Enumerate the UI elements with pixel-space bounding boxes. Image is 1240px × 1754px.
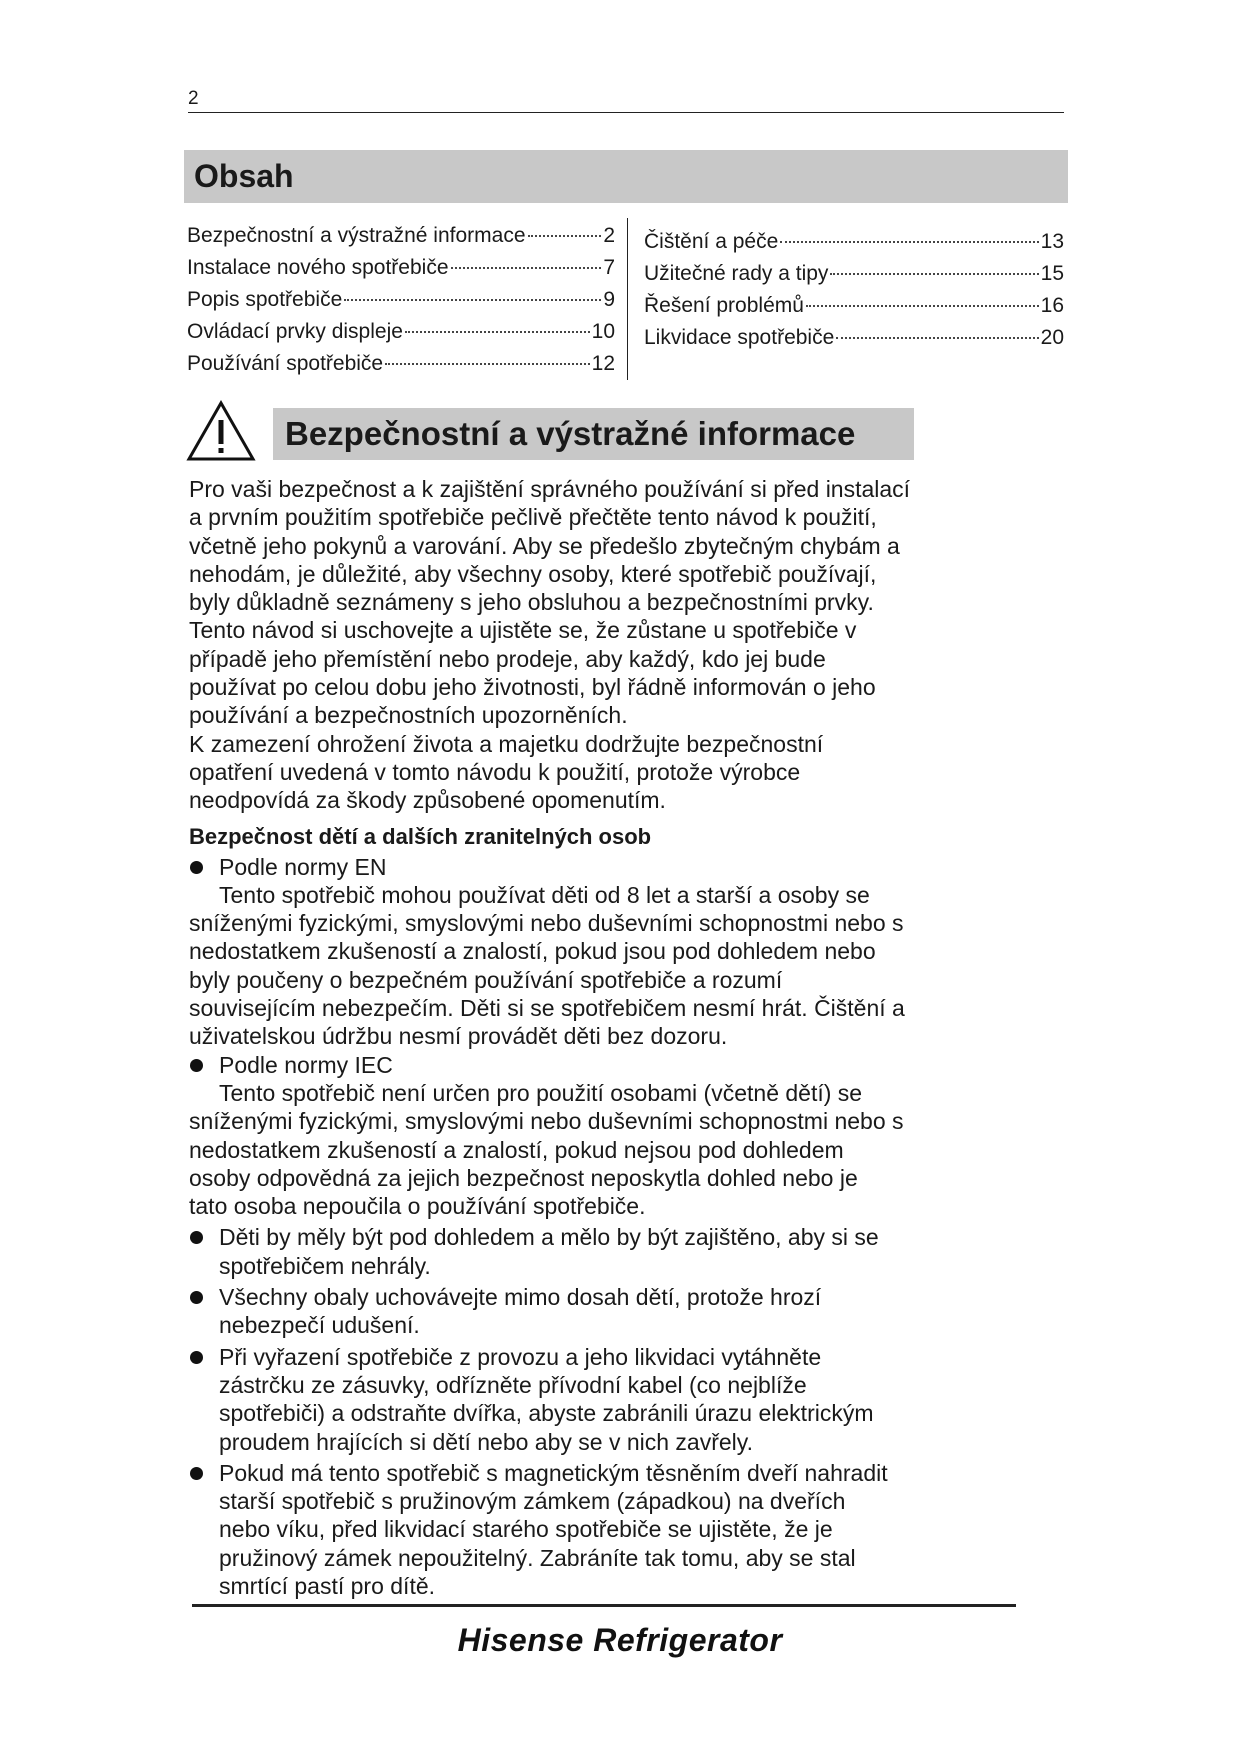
norm-iec-label: Podle normy IEC [219,1051,393,1078]
toc-entry-page: 20 [1040,326,1064,349]
toc-entry-label: Používání spotřebiče [187,352,384,375]
warning-triangle-icon [186,400,256,462]
toc-entry-page: 16 [1040,294,1064,317]
section-header [273,408,914,460]
brand-footer: Hisense Refrigerator [457,1622,783,1658]
toc-leader [528,235,602,237]
bullet-line: pružinový zámek nepoužitelný. Zabráníte tak tomu, aby se stal [219,1544,856,1571]
bullet-line: Děti by měly být pod dohledem a mělo by být zajištěno, aby si se [219,1224,879,1251]
paragraph-line: sníženými fyzickými, smyslovými nebo duševními schopnostmi nebo s [189,1108,904,1135]
bullet-item [189,1459,1029,1600]
paragraph-line: nedostatkem zkušeností a znalostí, pokud nejsou pod dohledem [189,1136,844,1163]
bullet-item [189,1223,1029,1280]
intro-line: K zamezení ohrožení života a majetku dodržujte bezpečnostní [189,730,824,757]
header-rule [188,112,1064,113]
toc-entry-label: Bezpečnostní a výstražné informace [187,224,526,247]
toc-entry[interactable] [644,294,1064,326]
toc-leader [344,299,601,301]
bullet-line: Pokud má tento spotřebič s magnetickým těsněním dveří nahradit [219,1459,888,1486]
toc-leader [405,331,590,333]
toc-entry-page: 7 [603,256,615,279]
section-title: Bezpečnostní a výstražné informace [285,415,856,452]
section-body [189,475,1029,1600]
intro-line: a prvním použitím spotřebiče pečlivě přečtěte tento návod k použití, [189,504,877,531]
paragraph-line: uživatelskou údržbu nesmí provádět děti bez dozoru. [189,1023,728,1050]
bullet-item [189,1283,1029,1340]
toc-divider [627,218,628,380]
toc-header [184,150,1068,203]
bullet-dot-icon [190,1231,203,1244]
bullet-line: smrtící pastí pro dítě. [219,1572,436,1599]
toc-entry-page: 12 [591,352,615,375]
norm-en-label: Podle normy EN [219,853,387,880]
toc-entry-label: Užitečné rady a tipy [644,262,829,285]
paragraph-line: Tento spotřebič mohou používat děti od 8 let a starší a osoby se [219,881,870,908]
toc-entry[interactable] [187,352,615,384]
page-number: 2 [188,88,199,109]
bullet-item [189,1343,1029,1456]
toc-entry[interactable] [644,262,1064,294]
bullet-item [189,1051,1029,1079]
footer-rule [192,1604,1016,1607]
intro-line: používání a bezpečnostních upozorněních. [189,702,628,729]
toc-entry-label: Čištění a péče [644,230,779,253]
toc-entry[interactable] [644,230,1064,262]
bullet-line: Všechny obaly uchovávejte mimo dosah dětí, protože hrozí [219,1284,822,1311]
toc-entry-page: 10 [591,320,615,343]
toc-entry[interactable] [644,326,1064,358]
paragraph-line: byly poučeny o bezpečném používání spotřebiče a rozumí [189,966,783,993]
bullet-dot-icon [190,1467,203,1480]
toc-entry-page: 9 [603,288,615,311]
toc-entry[interactable] [187,256,615,288]
paragraph-line: osoby odpovědná za jejich bezpečnost neposkytla dohled nebo je [189,1164,858,1191]
intro-line: případě jeho přemístění nebo prodeje, aby každý, kdo jej bude [189,645,826,672]
bullet-line: Při vyřazení spotřebiče z provozu a jeho likvidaci vytáhněte [219,1343,822,1370]
paragraph-line: sníženými fyzickými, smyslovými nebo duševními schopnostmi nebo s [189,910,904,937]
bullet-line: spotřebičem nehrály. [219,1252,431,1279]
toc-entry[interactable] [187,288,615,320]
intro-line: Tento návod si uschovejte a ujistěte se, že zůstane u spotřebiče v [189,617,857,644]
toc-entry-label: Řešení problémů [644,294,804,317]
toc-leader [806,305,1039,307]
bullet-line: zástrčku ze zásuvky, odřízněte přívodní kabel (co nejblíže [219,1371,807,1398]
toc-left-column [187,224,615,384]
paragraph-line: tato osoba nepoučila o používání spotřebiče. [189,1193,646,1220]
bullet-line: nebezpečí udušení. [219,1312,420,1339]
bullet-line: spotřebiči) a odstraňte dvířka, abyste zabránili úrazu elektrickým [219,1400,874,1427]
subheading: Bezpečnost dětí a dalších zranitelných osob [189,823,652,849]
toc-entry-page: 15 [1040,262,1064,285]
intro-line: opatření uvedená v tomto návodu k použití, protože výrobce [189,758,801,785]
toc-leader [830,273,1038,275]
bullet-line: starší spotřebič s pružinovým zámkem (západkou) na dveřích [219,1488,846,1515]
toc-leader [385,363,590,365]
toc-leader [780,241,1038,243]
toc-entry-label: Instalace nového spotřebiče [187,256,449,279]
intro-line: včetně jeho pokynů a varování. Aby se předešlo zbytečným chybám a [189,532,900,559]
bullet-item [189,853,1029,881]
toc-leader [451,267,602,269]
bullet-dot-icon [190,1351,203,1364]
intro-line: používat po celou dobu jeho životnosti, byl řádně informován o jeho [189,674,876,701]
intro-line: neodpovídá za škody způsobené opomenutím. [189,787,666,814]
bullet-dot-icon [190,861,203,874]
toc-entry-page: 2 [603,224,615,247]
toc-entry-label: Likvidace spotřebiče [644,326,835,349]
paragraph-line: souvisejícím nebezpečím. Děti si se spotřebičem nesmí hrát. Čištění a [189,995,905,1022]
bullet-dot-icon [190,1059,203,1072]
intro-line: Pro vaši bezpečnost a k zajištění správného používání si před instalací [189,476,911,502]
paragraph-line: Tento spotřebič není určen pro použití osobami (včetně dětí) se [219,1079,863,1106]
bullet-line: nebo víku, před likvidací starého spotřebiče se ujistěte, že je [219,1516,833,1543]
intro-line: byly důkladně seznámeny s jeho obsluhou a bezpečnostními prvky. [189,589,874,616]
toc-entry-label: Popis spotřebiče [187,288,343,311]
intro-line: nehodám, je důležité, aby všechny osoby, které spotřebič používají, [189,560,877,587]
bullet-line: proudem hrajících si dětí nebo aby se v nich zavřely. [219,1428,753,1455]
toc-entry[interactable] [187,224,615,256]
toc-right-column [644,230,1064,358]
toc-leader [836,337,1038,339]
toc-entry[interactable] [187,320,615,352]
bullet-dot-icon [190,1291,203,1304]
toc-title: Obsah [194,158,294,194]
toc-entry-page: 13 [1040,230,1064,253]
paragraph-line: nedostatkem zkušeností a znalostí, pokud jsou pod dohledem nebo [189,938,876,965]
toc-entry-label: Ovládací prvky displeje [187,320,403,343]
